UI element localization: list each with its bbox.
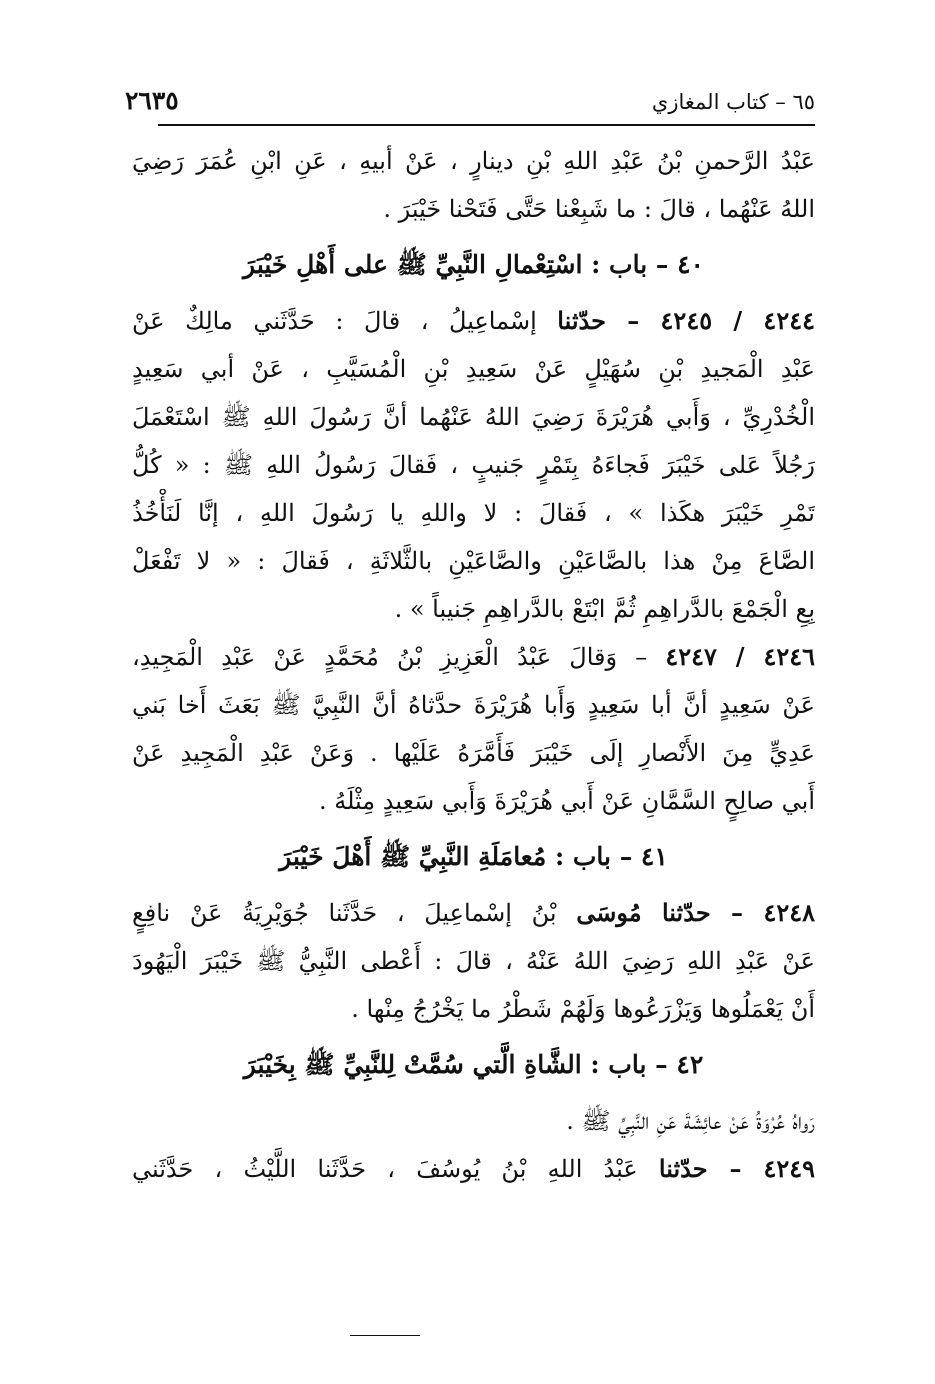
hadith-number: ٤٢٤٦ / ٤٢٤٧: [665, 642, 815, 671]
text-line: رَواهُ عُرْوَةُ عَنْ عائِشَةَ عَنِ النَّبِيِّ ﷺ .: [566, 1107, 815, 1135]
text-line: عَبْدِ الْمَجيدِ بْنِ سُهَيْلٍ عَنْ سَعِيدِ بْنِ الْمُسَيَّبِ ، عَنْ أبي سَعِيدٍ: [132, 355, 815, 383]
text-line: عَنْ سَعِيدٍ أنَّ أبا سَعِيدٍ وَأَبا هُرَيْرَةَ حدَّثاهُ أنَّ النَّبِيَّ ﷺ بَعَثَ أَخا بَني: [132, 691, 815, 719]
hadith-number: ٤٢٤٨ – حدّثنا مُوسَى: [576, 898, 815, 927]
hadith-text: عَبْدُ اللهِ بْنُ يُوسُفَ ، حَدَّثَنا اللَّيْثُ ، حَدَّثَني: [132, 1155, 659, 1183]
hadith-number: ٤٢٤٩ – حدّثنا: [658, 1154, 815, 1183]
hadith-text: بْنُ إسْماعِيلَ ، حَدَّثَنا جُوَيْرِيَةُ عَنْ نافِعٍ: [132, 899, 577, 927]
page-header: [125, 84, 815, 124]
text-line: الْخُدْرِيِّ ، وَأَبي هُرَيْرَةَ رَضِيَ اللهُ عَنْهُما أنَّ رَسُولَ اللهِ ﷺ اسْتَعْمَلَ: [132, 403, 815, 431]
chapter-heading-40: ٤٠ – باب : اسْتِعْمالِ النَّبِيِّ ﷺ على أَهْلِ خَيْبَرَ: [243, 250, 704, 279]
chapter-heading-41: ٤١ – باب : مُعامَلَةِ النَّبِيِّ ﷺ أَهْلَ خَيْبَرَ: [279, 842, 668, 871]
text-line: عَدِيٍّ مِنَ الأَنْصارِ إلَى خَيْبَرَ فَأَمَّرَهُ عَلَيْها . وَعَنْ عَبْدِ الْمَجِيدِ عَنْ: [132, 739, 815, 767]
text-line: الصَّاعَ مِنْ هذا بالصَّاعَيْنِ والصَّاعَيْنِ بالثَّلاثَةِ ، فَقالَ : « لا تَفْعَلْ: [132, 547, 815, 575]
hadith-text: – وَقالَ عَبْدُ الْعَزِيزِ بْنُ مُحَمَّدٍ عَنْ عَبْدِ الْمَجِيدِ،: [132, 643, 666, 671]
hadith-text: إسْماعِيلُ ، قالَ : حَدَّثَني مالِكٌ عَنْ: [132, 307, 558, 335]
hadith-line-first: [132, 1145, 815, 1193]
text-line: عَبْدُ الرَّحمنِ بْنُ عَبْدِ اللهِ بْنِ دينارٍ ، عَنْ أبيهِ ، عَنِ ابْنِ عُمَرَ رَضِيَ: [132, 147, 815, 175]
page-body: [132, 137, 815, 1193]
hadith-line-first: [132, 297, 815, 345]
header-rule: [158, 124, 815, 126]
text-line: رَجُلاً عَلى خَيْبَرَ فَجاءَهُ بِتَمْرٍ جَنيبٍ ، فَقالَ رَسُولُ اللهِ ﷺ : « كُلُّ: [132, 451, 815, 479]
hadith-number: ٤٢٤٤ / ٤٢٤٥ – حدّثنا: [557, 306, 815, 335]
text-line: اللهُ عَنْهُما ، قالَ : ما شَبِعْنا حَتَّى فَتَحْنا خَيْبَرَ .: [383, 195, 815, 223]
page-number: ٢٦٣٥: [125, 86, 179, 115]
text-line: أَبي صالِحٍ السَّمَّانِ عَنْ أَبي هُرَيْرَةَ وَأَبي سَعِيدٍ مِثْلَهُ .: [318, 787, 815, 815]
text-line: عَنْ عَبْدِ اللهِ رَضِيَ اللهُ عَنْهُ ، قالَ : أَعْطى النَّبِيُّ ﷺ خَيْبَرَ الْيَهُودَ: [132, 947, 815, 975]
hadith-line-first: [132, 889, 815, 937]
chapter-heading-42: ٤٢ – باب : الشَّاةِ الَّتي سُمَّتْ لِلنَّبِيِّ ﷺ بِخَيْبَرَ: [243, 1050, 704, 1079]
text-line: تَمْرِ خَيْبَرَ هكَذا » ، فَقالَ : لا واللهِ يا رَسُولَ اللهِ ، إنَّا لَنَأْخُذُ: [132, 499, 815, 527]
hadith-line-first: [132, 633, 815, 681]
chapter-title: ٦٥ – كتاب المغازي: [651, 90, 815, 114]
footer-rule: [350, 1335, 420, 1336]
text-line: أَنْ يَعْمَلُوها وَيَزْرَعُوها وَلَهُمْ شَطْرُ ما يَخْرُجُ مِنْها .: [351, 995, 815, 1023]
text-line: بِعِ الْجَمْعَ بالدَّراهِمِ ثُمَّ ابْتَعْ بالدَّراهِمِ جَنيباً » .: [394, 595, 815, 623]
